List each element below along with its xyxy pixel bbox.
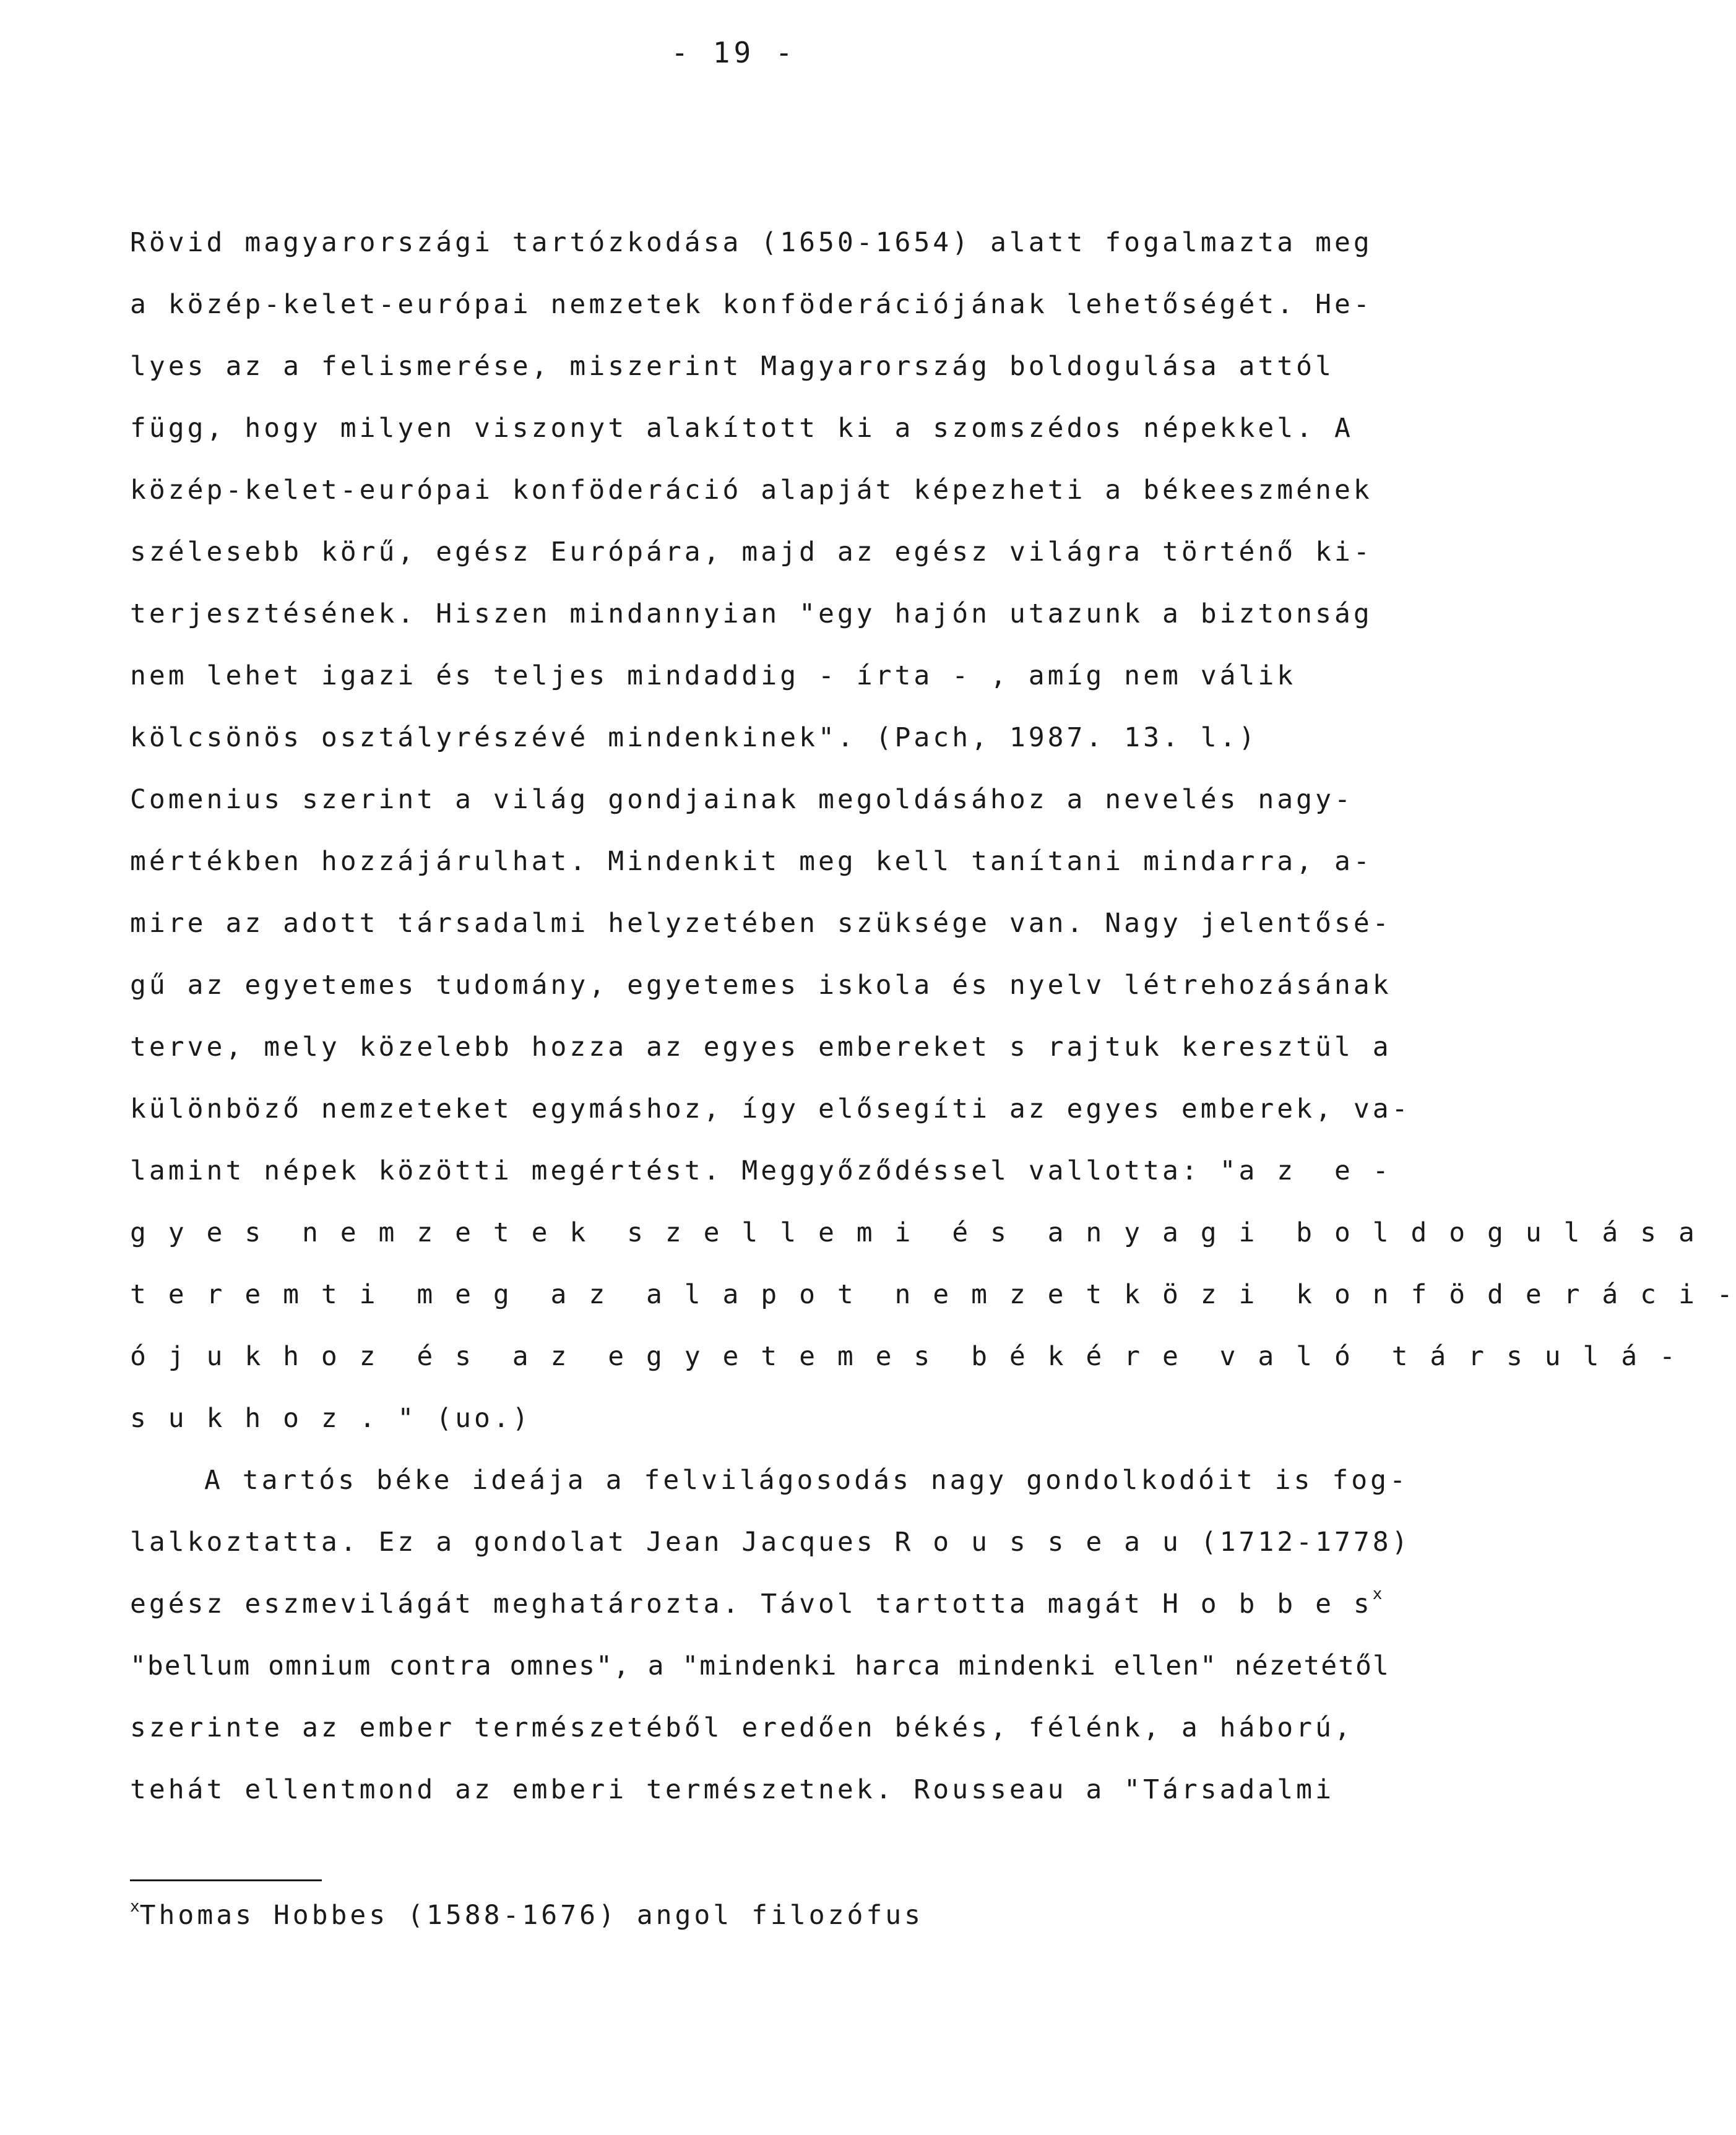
spaced-quote-line: t e r e m t i m e g a z a l a p o t n e m z e t k ö z i k o n f ö d e r á c i - (130, 1279, 1736, 1310)
spaced-quote-line: ó j u k h o z é s a z e g y e t e m e s b é k é r e v a l ó t á r s u l á - (130, 1341, 1678, 1372)
text-line: gű az egyetemes tudomány, egyetemes iskola és nyelv létrehozásának (130, 970, 1392, 1001)
text-line: lyes az a felismerése, miszerint Magyarország boldogulása attól (130, 351, 1334, 382)
text-line: Rövid magyarországi tartózkodása (1650-1654) alatt fogalmazta meg (130, 227, 1373, 258)
footnote (130, 1894, 923, 1937)
text-line: mire az adott társadalmi helyzetében szüksége van. Nagy jelentősé- (130, 908, 1392, 939)
text-line: szerinte az ember természetéből eredően békés, félénk, a háború, (130, 1712, 1354, 1743)
text-line: lamint népek közötti megértést. Meggyőződéssel vallotta: "a z e - (130, 1155, 1392, 1186)
text-line: a közép-kelet-európai nemzetek konföderációjának lehetőségét. He- (130, 289, 1373, 320)
footnote-reference: x (1372, 1585, 1383, 1603)
text-line: terve, mely közelebb hozza az egyes embereket s rajtuk keresztül a (130, 1032, 1392, 1063)
page-number: - 19 - (671, 36, 797, 69)
text-line: lalkoztatta. Ez a gondolat Jean Jacques R o u s s e a u (1712-1778) (130, 1527, 1411, 1558)
text-line: kölcsönös osztályrészévé mindenkinek". (Pach, 1987. 13. l.) (130, 722, 1258, 753)
text-line: tehát ellentmond az emberi természetnek. Rousseau a "Társadalmi (130, 1774, 1334, 1805)
text-line: nem lehet igazi és teljes mindaddig - írta - , amíg nem válik (130, 660, 1297, 691)
text-line-content: egész eszmevilágát meghatározta. Távol tartotta magát H o b b e s (130, 1589, 1373, 1620)
text-line: különböző nemzeteket egymáshoz, így elősegíti az egyes emberek, va- (130, 1093, 1411, 1124)
spaced-quote-line: g y e s n e m z e t e k s z e l l e m i é s a n y a g i b o l d o g u l á s a (130, 1217, 1698, 1248)
footnote-text: Thomas Hobbes (1588-1676) angol filozófus (139, 1900, 924, 1931)
text-line: függ, hogy milyen viszonyt alakított ki a szomszédos népekkel. A (130, 413, 1354, 444)
footnote-marker: x (130, 1897, 140, 1916)
footnote-divider (130, 1879, 322, 1881)
spaced-quote-line: s u k h o z . " (uo.) (130, 1403, 532, 1434)
text-line: mértékben hozzájárulhat. Mindenkit meg kell tanítani mindarra, a- (130, 846, 1373, 877)
text-line: terjesztésének. Hiszen mindannyian "egy hajón utazunk a biztonság (130, 598, 1373, 629)
text-line-with-footnote-ref (130, 1573, 1393, 1635)
body-text (130, 212, 1736, 1821)
paragraph-start-line: A tartós béke ideája a felvilágosodás nagy gondolkodóit is fog- (204, 1465, 1409, 1496)
text-line: szélesebb körű, egész Európára, majd az egész világra történő ki- (130, 537, 1373, 567)
text-line: "bellum omnium contra omnes", a "mindenki harca mindenki ellen" nézetétől (130, 1650, 1390, 1681)
text-line: Comenius szerint a világ gondjainak megoldásához a nevelés nagy- (130, 784, 1354, 815)
text-line: közép-kelet-európai konföderáció alapját képezheti a békeeszmének (130, 475, 1373, 506)
